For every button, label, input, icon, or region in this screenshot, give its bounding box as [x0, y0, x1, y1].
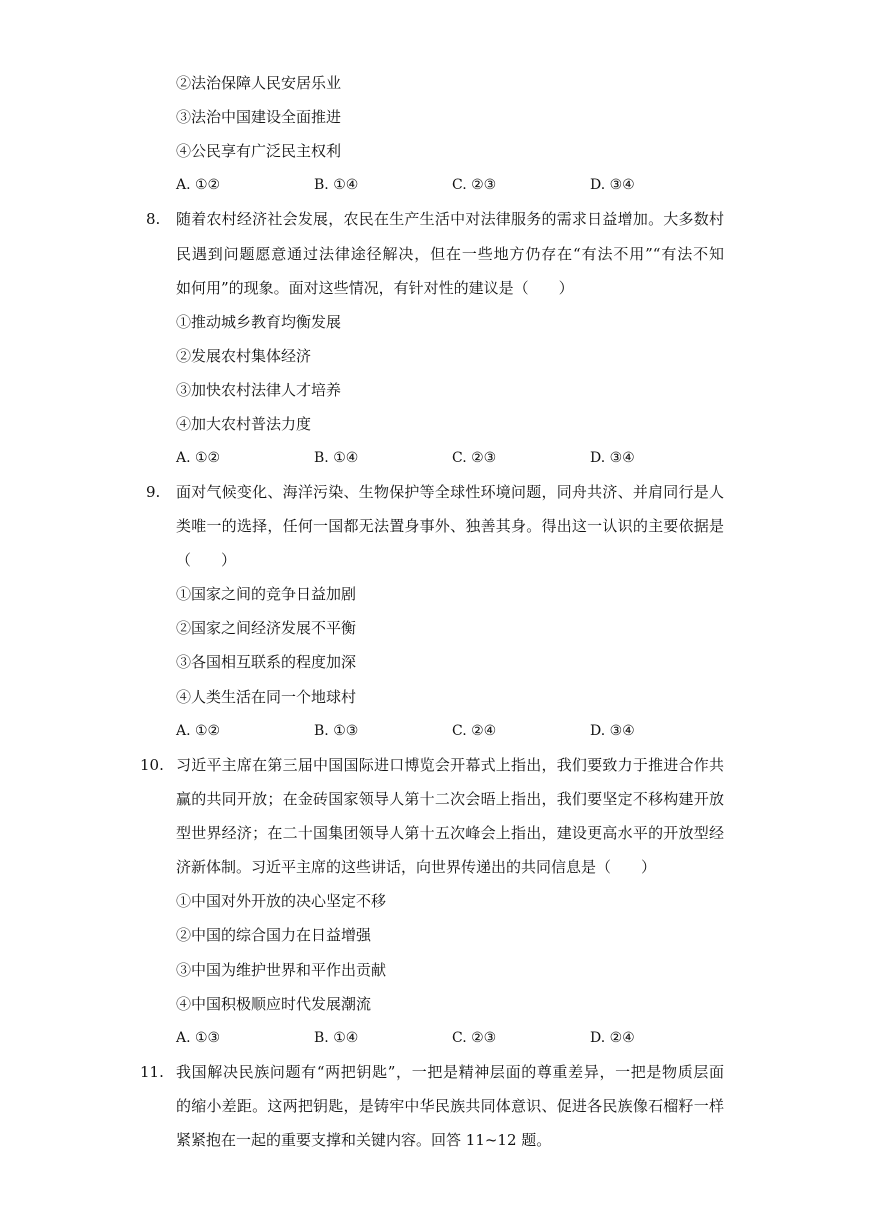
q9-stem-line-1: 面对气候变化、海洋污染、生物保护等全球性环境问题，同舟共济、并肩同行是人 — [176, 483, 724, 501]
q10-stem-line-4: 济新体制。习近平主席的这些讲话，向世界传递出的共同信息是（ ） — [176, 858, 657, 876]
q8-option-c: C. ②③ — [452, 450, 497, 466]
q8-option-a: A. ①② — [176, 450, 221, 466]
q9-item-2: ②国家之间经济发展不平衡 — [176, 619, 357, 637]
q8-item-3: ③加快农村法律人才培养 — [176, 381, 342, 399]
q7-item-3: ③法治中国建设全面推进 — [176, 108, 342, 126]
q8-option-b: B. ①④ — [314, 450, 359, 466]
q11-stem-line-1: 我国解决民族问题有“两把钥匙”，一把是精神层面的尊重差异，一把是物质层面 — [176, 1063, 724, 1081]
q8-item-2: ②发展农村集体经济 — [176, 347, 312, 365]
q8-number: 8. — [146, 210, 161, 228]
q10-option-d: D. ②④ — [590, 1030, 635, 1046]
q9-option-b: B. ①③ — [314, 723, 359, 739]
q9-options — [176, 721, 696, 741]
q11-stem-line-3: 紧紧抱在一起的重要支撑和关键内容。回答 11~12 题。 — [176, 1131, 552, 1149]
q7-option-c: C. ②③ — [452, 177, 497, 193]
q10-stem-line-3: 型世界经济；在二十国集团领导人第十五次峰会上指出，建设更高水平的开放型经 — [176, 824, 724, 842]
q8-stem-line-1: 随着农村经济社会发展，农民在生产生活中对法律服务的需求日益增加。大多数村 — [176, 210, 724, 228]
q10-item-2: ②中国的综合国力在日益增强 — [176, 926, 372, 944]
q9-option-c: C. ②④ — [452, 723, 497, 739]
q9-number: 9. — [146, 483, 161, 501]
q7-option-d: D. ③④ — [590, 177, 635, 193]
q10-options — [176, 1028, 696, 1048]
q9-option-a: A. ①② — [176, 723, 221, 739]
q11-number: 11. — [140, 1063, 164, 1081]
q10-item-3: ③中国为维护世界和平作出贡献 — [176, 961, 387, 979]
q10-number: 10. — [140, 756, 164, 774]
q9-item-3: ③各国相互联系的程度加深 — [176, 653, 357, 671]
q8-item-4: ④加大农村普法力度 — [176, 415, 312, 433]
q9-item-1: ①国家之间的竞争日益加剧 — [176, 585, 357, 603]
q10-stem-line-1: 习近平主席在第三届中国国际进口博览会开幕式上指出，我们要致力于推进合作共 — [176, 756, 724, 774]
q8-options — [176, 448, 696, 468]
q10-option-b: B. ①④ — [314, 1030, 359, 1046]
q7-item-2: ②法治保障人民安居乐业 — [176, 74, 342, 92]
q10-item-4: ④中国积极顺应时代发展潮流 — [176, 995, 372, 1013]
q7-item-4: ④公民享有广泛民主权利 — [176, 142, 342, 160]
q7-option-b: B. ①④ — [314, 177, 359, 193]
q7-option-a: A. ①② — [176, 177, 221, 193]
q10-stem-line-2: 赢的共同开放；在金砖国家领导人第十二次会晤上指出，我们要坚定不移构建开放 — [176, 790, 724, 808]
q8-stem-line-2: 民遇到问题愿意通过法律途径解决，但在一些地方仍存在“有法不用”“有法不知 — [176, 245, 724, 263]
q10-option-a: A. ①③ — [176, 1030, 221, 1046]
q9-item-4: ④人类生活在同一个地球村 — [176, 688, 357, 706]
q9-stem-line-2: 类唯一的选择，任何一国都无法置身事外、独善其身。得出这一认识的主要依据是 — [176, 517, 724, 535]
q8-item-1: ①推动城乡教育均衡发展 — [176, 313, 342, 331]
q7-options — [176, 175, 696, 195]
q9-stem-line-3: （ ） — [176, 551, 237, 569]
q10-option-c: C. ②③ — [452, 1030, 497, 1046]
q11-stem-line-2: 的缩小差距。这两把钥匙，是铸牢中华民族共同体意识、促进各民族像石榴籽一样 — [176, 1097, 724, 1115]
q8-stem-line-3: 如何用”的现象。面对这些情况，有针对性的建议是（ ） — [176, 279, 574, 297]
q8-option-d: D. ③④ — [590, 450, 635, 466]
q10-item-1: ①中国对外开放的决心坚定不移 — [176, 892, 387, 910]
q9-option-d: D. ③④ — [590, 723, 635, 739]
